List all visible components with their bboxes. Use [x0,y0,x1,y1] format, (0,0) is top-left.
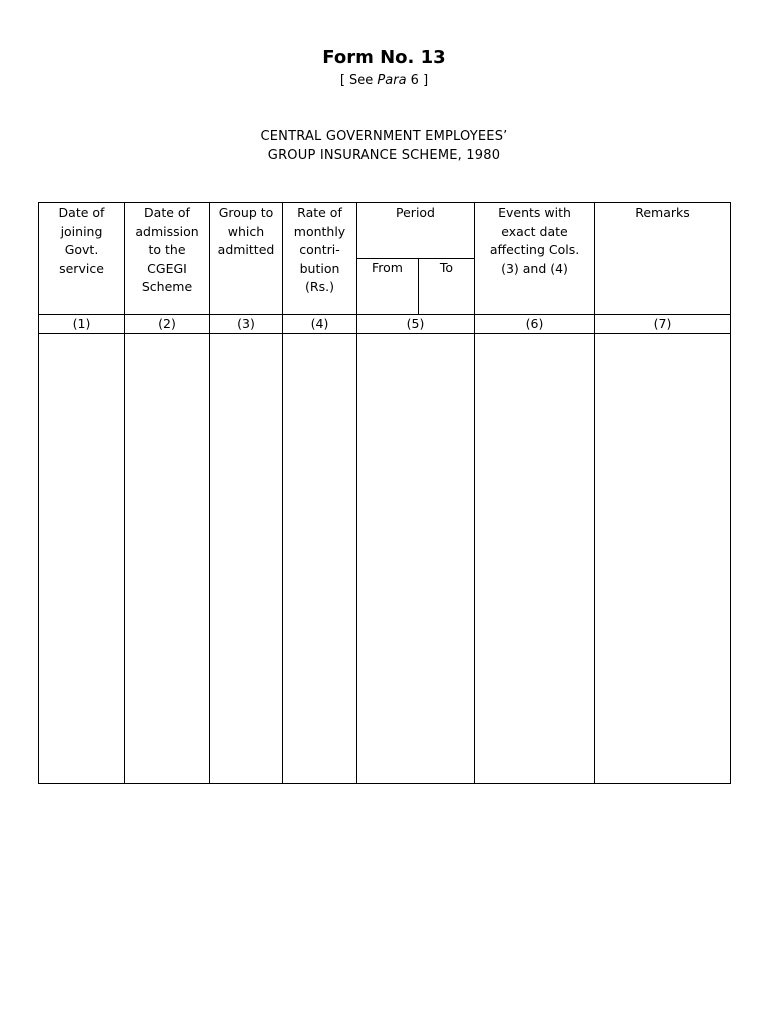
header-col-3-line: admitted [217,242,275,257]
header-col-4-line: bution [299,260,340,276]
header-row-top [39,203,731,259]
header-col-5-period [357,203,475,259]
header-col-1-line: Date of [58,205,105,220]
entry-cell-5 [357,334,475,784]
see-close-text: 6 ] [406,73,429,88]
entry-cell-7 [595,334,731,784]
header-col-6-line: Events with [498,205,571,220]
entry-cell-6 [475,334,595,784]
header-col-4-line: Rate of [297,205,342,220]
header-period-from: From [357,259,419,315]
header-col-2-line: admission [135,223,199,239]
header-col-1 [39,203,125,315]
column-number-3: (3) [210,315,283,334]
header-col-2 [125,203,210,315]
scheme-title-line-2: GROUP INSURANCE SCHEME, 1980 [267,148,501,163]
header-col-1-line: joining [60,223,103,239]
header-col-4-line: monthly [293,223,346,239]
header-col-5-line: Period [396,205,435,220]
header-col-3-line: which [227,223,265,239]
header-col-2-line: CGEGI [147,260,187,276]
entry-cell-2 [125,334,210,784]
header-col-3 [210,203,283,315]
header-period-to: To [419,259,475,315]
header-col-4-line: (Rs.) [305,279,334,294]
header-col-4 [283,203,357,315]
header-col-6 [475,203,595,315]
entry-cell-4 [283,334,357,784]
header-col-4-line: contri- [299,242,340,257]
entry-cell-1 [39,334,125,784]
see-para-reference [0,72,768,90]
column-number-6: (6) [475,315,595,334]
entry-cell-3 [210,334,283,784]
header-col-1-line: service [59,260,104,276]
column-number-1: (1) [39,315,125,334]
column-number-2: (2) [125,315,210,334]
header-col-1-line: Govt. [64,242,99,257]
entry-area-row [39,334,731,784]
header-col-7 [595,203,731,315]
column-number-row [39,315,731,334]
column-number-4: (4) [283,315,357,334]
see-open-text: [ See [339,73,378,88]
header-col-3-line: Group to [218,205,274,220]
header-col-2-line: Date of [144,205,190,220]
see-para-italic: Para [377,73,407,88]
header-col-6-line: affecting Cols. [489,242,580,257]
form-table [38,202,731,784]
header-col-6-line: (3) and (4) [501,260,568,276]
header-col-2-line: to the [148,242,186,257]
column-number-7: (7) [595,315,731,334]
header-col-7-line: Remarks [635,205,690,220]
column-number-5: (5) [357,315,475,334]
header-col-2-line: Scheme [141,279,193,294]
header-col-6-line: exact date [501,223,568,239]
form-title: Form No. 13 [322,47,446,68]
scheme-title-line-1: CENTRAL GOVERNMENT EMPLOYEES’ [260,129,508,144]
